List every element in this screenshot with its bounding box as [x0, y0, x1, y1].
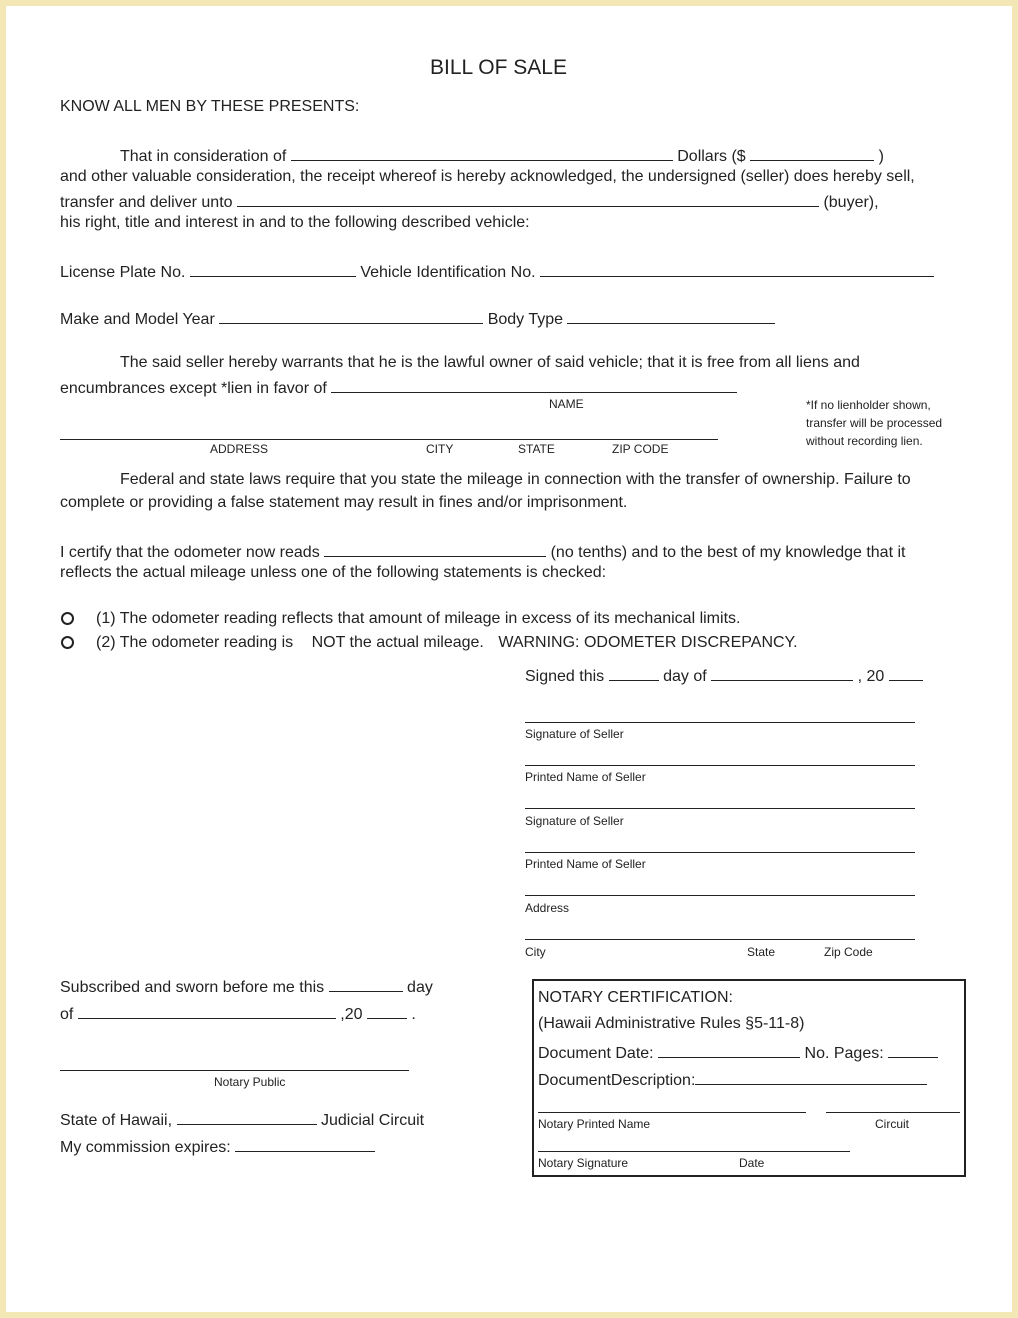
option-1-number: (1) — [96, 610, 116, 627]
notary-printed-name-caption: Notary Printed Name — [538, 1117, 651, 1131]
document-description-field[interactable] — [695, 1070, 927, 1085]
buyer-label: (buyer), — [823, 194, 879, 211]
odometer-cert-line-1 — [60, 542, 905, 561]
notary-certification-box — [532, 979, 966, 1177]
no-pages-label: No. Pages: — [804, 1045, 884, 1062]
sworn-line-1 — [60, 977, 433, 996]
odometer-warning: WARNING: ODOMETER DISCREPANCY. — [498, 634, 798, 651]
state-circuit-line — [60, 1110, 424, 1129]
consideration-line-4: his right, title and interest in and to the following described vehicle: — [60, 214, 530, 231]
state-of-hawaii-label: State of Hawaii, — [60, 1112, 173, 1129]
address-caption: ADDRESS — [210, 442, 269, 456]
seller-signature-1-field[interactable] — [525, 722, 915, 723]
license-plate-label: License Plate No. — [60, 264, 186, 281]
make-model-label: Make and Model Year — [60, 311, 215, 328]
document-date-label: Document Date: — [538, 1045, 654, 1062]
notary-signature-field[interactable] — [538, 1151, 850, 1152]
document-date-field[interactable] — [658, 1043, 800, 1058]
judicial-circuit-field[interactable] — [177, 1110, 317, 1125]
notary-desc-row — [538, 1070, 927, 1089]
body-type-label: Body Type — [487, 311, 563, 328]
seller-address-caption: Address — [525, 901, 570, 915]
notary-public-caption: Notary Public — [214, 1075, 286, 1089]
seller-city-state-zip-field[interactable] — [525, 939, 915, 940]
circle-checkbox-icon — [61, 636, 74, 649]
notary-heading: NOTARY CERTIFICATION: — [538, 989, 733, 1006]
buyer-field[interactable] — [237, 192, 819, 207]
seller-signature-2-field[interactable] — [525, 808, 915, 809]
lienholder-name-field[interactable] — [331, 378, 737, 393]
notary-date-caption: Date — [739, 1156, 765, 1170]
warranty-line-1: The said seller hereby warrants that he is the lawful owner of said vehicle; that it is free from all liens and — [120, 354, 860, 371]
no-tenths-label: (no tenths) and to the best of my knowledge that it — [550, 544, 906, 561]
sworn-year-prefix: ,20 — [340, 1006, 363, 1023]
consideration-line-3 — [60, 192, 879, 211]
seller-state-caption: State — [747, 945, 776, 959]
sworn-of-label: of — [60, 1006, 74, 1023]
seller-printed-name-1-field[interactable] — [525, 765, 915, 766]
deliver-unto-label: transfer and deliver unto — [60, 194, 233, 211]
commission-expires-label: My commission expires: — [60, 1139, 231, 1156]
make-model-field[interactable] — [219, 309, 483, 324]
document-page — [6, 6, 1012, 1312]
signed-month-field[interactable] — [711, 666, 853, 681]
consideration-line-2: and other valuable consideration, the receipt whereof is hereby acknowledged, the undersigned (seller) does hereby sell, — [60, 168, 915, 185]
no-pages-field[interactable] — [888, 1043, 938, 1058]
vin-field[interactable] — [540, 262, 934, 277]
dollars-numeric-field[interactable] — [750, 146, 874, 161]
license-plate-field[interactable] — [190, 262, 356, 277]
state-caption: STATE — [518, 442, 555, 456]
option-1-text — [96, 611, 740, 627]
option-1-checkbox[interactable] — [61, 612, 74, 629]
signed-this-label: Signed this — [525, 668, 605, 685]
commission-expires-field[interactable] — [235, 1137, 375, 1152]
option-2-not: NOT — [311, 634, 346, 651]
body-type-field[interactable] — [567, 309, 775, 324]
odometer-cert-line-2: reflects the actual mileage unless one of the following statements is checked: — [60, 564, 607, 581]
dollars-close-paren: ) — [878, 148, 884, 165]
sworn-period: . — [411, 1006, 416, 1023]
notary-signature-caption: Notary Signature — [538, 1156, 629, 1170]
signed-year-field[interactable] — [889, 666, 923, 681]
seller-signature-1-caption: Signature of Seller — [525, 727, 624, 741]
zip-caption: ZIP CODE — [612, 442, 669, 456]
notary-doc-row — [538, 1043, 938, 1062]
circle-checkbox-icon — [61, 612, 74, 625]
notary-circuit-field[interactable] — [826, 1112, 960, 1113]
lien-note-2: transfer will be processed — [806, 416, 943, 430]
seller-city-caption: City — [525, 945, 546, 959]
seller-signature-2-caption: Signature of Seller — [525, 814, 624, 828]
day-of-label: day of — [663, 668, 707, 685]
city-caption: CITY — [426, 442, 454, 456]
mileage-line-2: complete or providing a false statement may result in fines and/or imprisonment. — [60, 494, 628, 511]
year-prefix-label: , 20 — [857, 668, 885, 685]
seller-printed-name-2-field[interactable] — [525, 852, 915, 853]
option-2-statement-b: the actual mileage. — [349, 634, 484, 651]
signed-this-row — [525, 666, 923, 685]
mileage-line-1: Federal and state laws require that you state the mileage in connection with the transfer of ownership. Failure to — [120, 471, 911, 488]
seller-printed-name-2-caption: Printed Name of Seller — [525, 857, 646, 871]
lien-label: encumbrances except *lien in favor of — [60, 380, 327, 397]
dollars-label: Dollars ($ — [677, 148, 746, 165]
warranty-line-2 — [60, 378, 737, 397]
consideration-line-1 — [120, 146, 884, 165]
sworn-month-field[interactable] — [78, 1004, 336, 1019]
option-2-number: (2) — [96, 634, 116, 651]
sworn-year-field[interactable] — [367, 1004, 407, 1019]
document-description-label: DocumentDescription: — [538, 1072, 696, 1089]
seller-address-field[interactable] — [525, 895, 915, 896]
sworn-day-field[interactable] — [329, 977, 403, 992]
seller-zip-caption: Zip Code — [824, 945, 873, 959]
sworn-line-2 — [60, 1004, 416, 1023]
vin-label: Vehicle Identification No. — [360, 264, 536, 281]
option-2-text — [96, 635, 798, 651]
notary-public-signature-field[interactable] — [60, 1070, 409, 1071]
option-2-checkbox[interactable] — [61, 636, 74, 653]
judicial-circuit-label: Judicial Circuit — [320, 1112, 425, 1129]
notary-printed-name-field[interactable] — [538, 1112, 806, 1113]
consideration-label: That in consideration of — [120, 148, 287, 165]
sworn-label: Subscribed and sworn before me this — [60, 979, 325, 996]
lien-note-1: *If no lienholder shown, — [806, 398, 931, 412]
notary-circuit-caption: Circuit — [875, 1117, 910, 1131]
option-2-statement-a: The odometer reading is — [119, 634, 294, 651]
commission-line — [60, 1137, 375, 1156]
sworn-day-label: day — [407, 979, 433, 996]
consideration-amount-field[interactable] — [291, 146, 673, 161]
name-caption: NAME — [549, 397, 584, 411]
document-title: BILL OF SALE — [430, 56, 567, 79]
lien-note-3: without recording lien. — [806, 434, 923, 448]
signed-day-field[interactable] — [609, 666, 659, 681]
seller-printed-name-1-caption: Printed Name of Seller — [525, 770, 646, 784]
lienholder-address-field[interactable] — [60, 439, 718, 440]
intro-text: KNOW ALL MEN BY THESE PRESENTS: — [60, 98, 360, 115]
notary-rules: (Hawaii Administrative Rules §5-11-8) — [538, 1015, 805, 1032]
odometer-reading-field[interactable] — [324, 542, 546, 557]
odometer-reads-label: I certify that the odometer now reads — [60, 544, 320, 561]
option-1-statement: The odometer reading reflects that amount of mileage in excess of its mechanical limits. — [119, 610, 741, 627]
vehicle-id-row — [60, 262, 934, 281]
make-body-row — [60, 309, 775, 328]
